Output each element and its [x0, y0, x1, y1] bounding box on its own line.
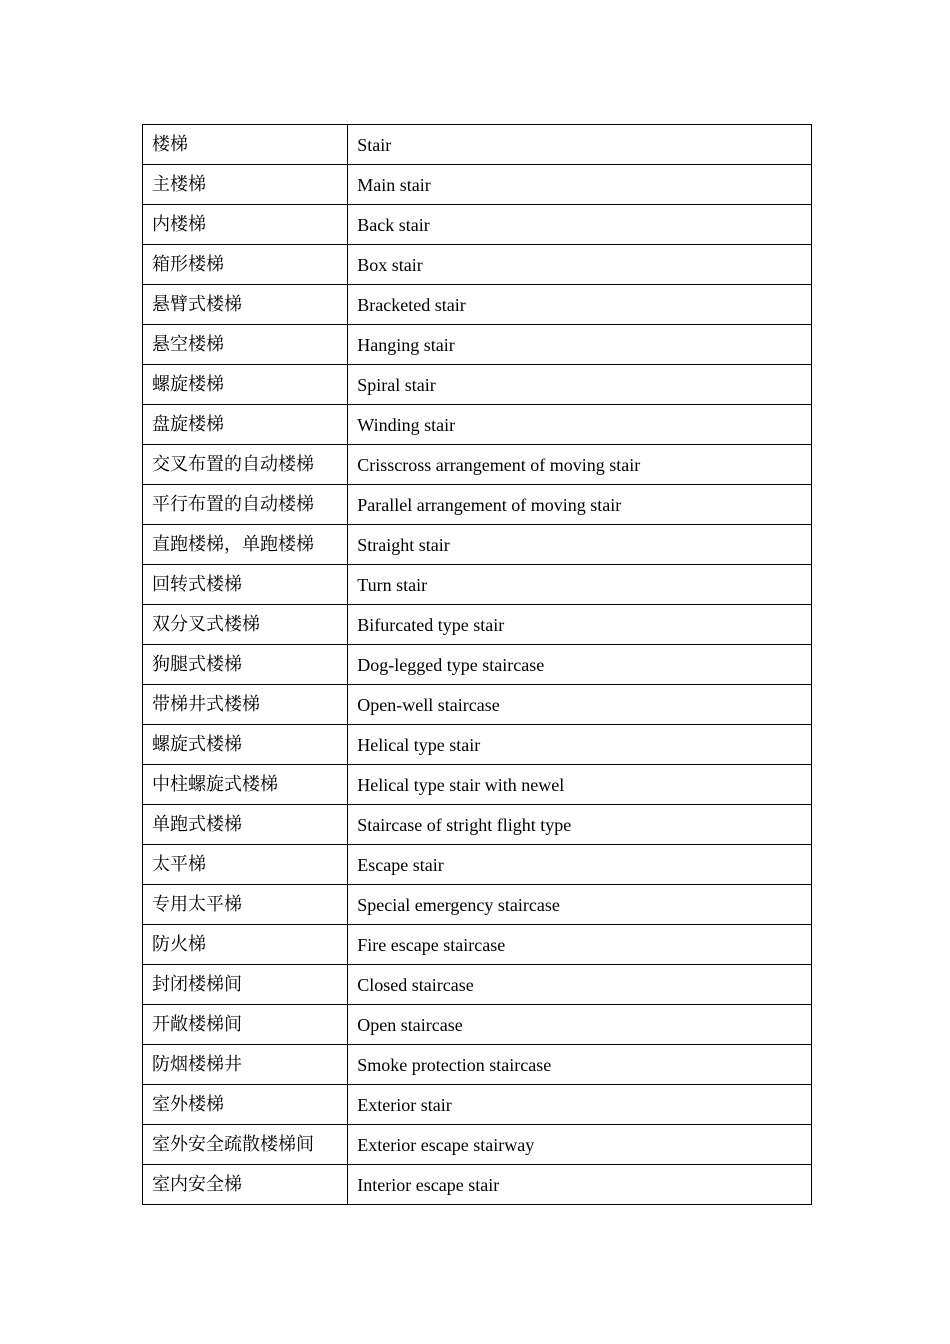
glossary-table — [142, 124, 812, 1205]
table-row — [143, 325, 812, 365]
english-term-cell: Hanging stair — [348, 325, 812, 365]
english-term-cell: Winding stair — [348, 405, 812, 445]
chinese-term-cell: 平行布置的自动楼梯 — [143, 485, 348, 525]
table-row — [143, 685, 812, 725]
english-term-cell: Stair — [348, 125, 812, 165]
english-term-cell: Back stair — [348, 205, 812, 245]
english-term-cell: Closed staircase — [348, 965, 812, 1005]
chinese-term-cell: 带梯井式楼梯 — [143, 685, 348, 725]
chinese-term-cell: 室外楼梯 — [143, 1085, 348, 1125]
english-term-cell: Escape stair — [348, 845, 812, 885]
table-row — [143, 845, 812, 885]
chinese-term-cell: 防烟楼梯井 — [143, 1045, 348, 1085]
table-row — [143, 885, 812, 925]
chinese-term-cell: 专用太平梯 — [143, 885, 348, 925]
english-term-cell: Interior escape stair — [348, 1165, 812, 1205]
chinese-term-cell: 直跑楼梯，单跑楼梯 — [143, 525, 348, 565]
chinese-term-cell: 悬臂式楼梯 — [143, 285, 348, 325]
table-row — [143, 165, 812, 205]
chinese-term-cell: 开敞楼梯间 — [143, 1005, 348, 1045]
english-term-cell: Straight stair — [348, 525, 812, 565]
chinese-term-cell: 防火梯 — [143, 925, 348, 965]
chinese-term-cell: 箱形楼梯 — [143, 245, 348, 285]
table-row — [143, 485, 812, 525]
chinese-term-cell: 盘旋楼梯 — [143, 405, 348, 445]
english-term-cell: Box stair — [348, 245, 812, 285]
table-row — [143, 1005, 812, 1045]
chinese-term-cell: 螺旋式楼梯 — [143, 725, 348, 765]
chinese-term-cell: 螺旋楼梯 — [143, 365, 348, 405]
chinese-term-cell: 交叉布置的自动楼梯 — [143, 445, 348, 485]
english-term-cell: Smoke protection staircase — [348, 1045, 812, 1085]
table-row — [143, 605, 812, 645]
english-term-cell: Fire escape staircase — [348, 925, 812, 965]
table-row — [143, 405, 812, 445]
english-term-cell: Main stair — [348, 165, 812, 205]
english-term-cell: Open-well staircase — [348, 685, 812, 725]
table-row — [143, 925, 812, 965]
table-row — [143, 645, 812, 685]
table-row — [143, 965, 812, 1005]
table-row — [143, 365, 812, 405]
table-row — [143, 525, 812, 565]
chinese-term-cell: 回转式楼梯 — [143, 565, 348, 605]
english-term-cell: Spiral stair — [348, 365, 812, 405]
table-row — [143, 125, 812, 165]
chinese-term-cell: 内楼梯 — [143, 205, 348, 245]
chinese-term-cell: 封闭楼梯间 — [143, 965, 348, 1005]
chinese-term-cell: 主楼梯 — [143, 165, 348, 205]
chinese-term-cell: 楼梯 — [143, 125, 348, 165]
chinese-term-cell: 中柱螺旋式楼梯 — [143, 765, 348, 805]
english-term-cell: Helical type stair — [348, 725, 812, 765]
chinese-term-cell: 双分叉式楼梯 — [143, 605, 348, 645]
table-row — [143, 445, 812, 485]
table-row — [143, 765, 812, 805]
english-term-cell: Turn stair — [348, 565, 812, 605]
english-term-cell: Exterior escape stairway — [348, 1125, 812, 1165]
chinese-term-cell: 悬空楼梯 — [143, 325, 348, 365]
table-row — [143, 245, 812, 285]
english-term-cell: Crisscross arrangement of moving stair — [348, 445, 812, 485]
english-term-cell: Staircase of stright flight type — [348, 805, 812, 845]
table-row — [143, 1165, 812, 1205]
english-term-cell: Dog-legged type staircase — [348, 645, 812, 685]
table-row — [143, 1085, 812, 1125]
english-term-cell: Exterior stair — [348, 1085, 812, 1125]
chinese-term-cell: 室外安全疏散楼梯间 — [143, 1125, 348, 1165]
english-term-cell: Special emergency staircase — [348, 885, 812, 925]
chinese-term-cell: 太平梯 — [143, 845, 348, 885]
table-row — [143, 205, 812, 245]
english-term-cell: Parallel arrangement of moving stair — [348, 485, 812, 525]
chinese-term-cell: 狗腿式楼梯 — [143, 645, 348, 685]
english-term-cell: Bifurcated type stair — [348, 605, 812, 645]
chinese-term-cell: 单跑式楼梯 — [143, 805, 348, 845]
english-term-cell: Helical type stair with newel — [348, 765, 812, 805]
chinese-term-cell: 室内安全梯 — [143, 1165, 348, 1205]
table-row — [143, 805, 812, 845]
english-term-cell: Open staircase — [348, 1005, 812, 1045]
glossary-table-body — [143, 125, 812, 1205]
table-row — [143, 285, 812, 325]
english-term-cell: Bracketed stair — [348, 285, 812, 325]
table-row — [143, 1045, 812, 1085]
table-row — [143, 725, 812, 765]
table-row — [143, 565, 812, 605]
table-row — [143, 1125, 812, 1165]
